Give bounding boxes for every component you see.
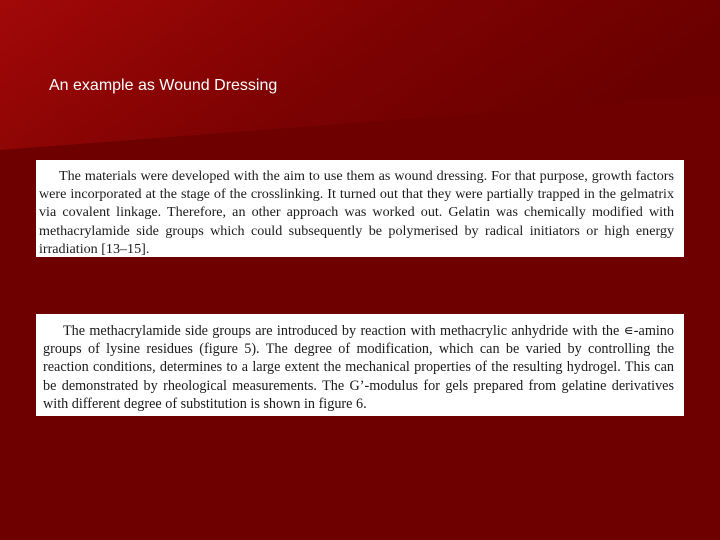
excerpt-methacrylamide: The methacrylamide side groups are introduced by reaction with methacrylic anhydride with the ∊-amino groups of lysine residues (figure 5). The degree of modification, which can be varied by controlling the reaction conditions, determines to a large extent the mechanical properties of the resulting hydrogel. This can be demonstrated by rheological measurements. The G’-modulus for gels prepared from gelatine derivatives with different degree of substitution is shown in figure 6.: [36, 314, 684, 416]
slide-title: An example as Wound Dressing: [49, 77, 278, 94]
excerpt-wound-dressing: The materials were developed with the aim to use them as wound dressing. For that purpose, growth factors were incorporated at the stage of the crosslinking. It turned out that they were partially trapped in the gelmatrix via covalent linkage. Therefore, an other approach was worked out. Gelatin was chemically modified with methacrylamide side groups which could subsequently be polymerised by radical initiators or high energy irradiation [13–15].: [36, 160, 684, 257]
